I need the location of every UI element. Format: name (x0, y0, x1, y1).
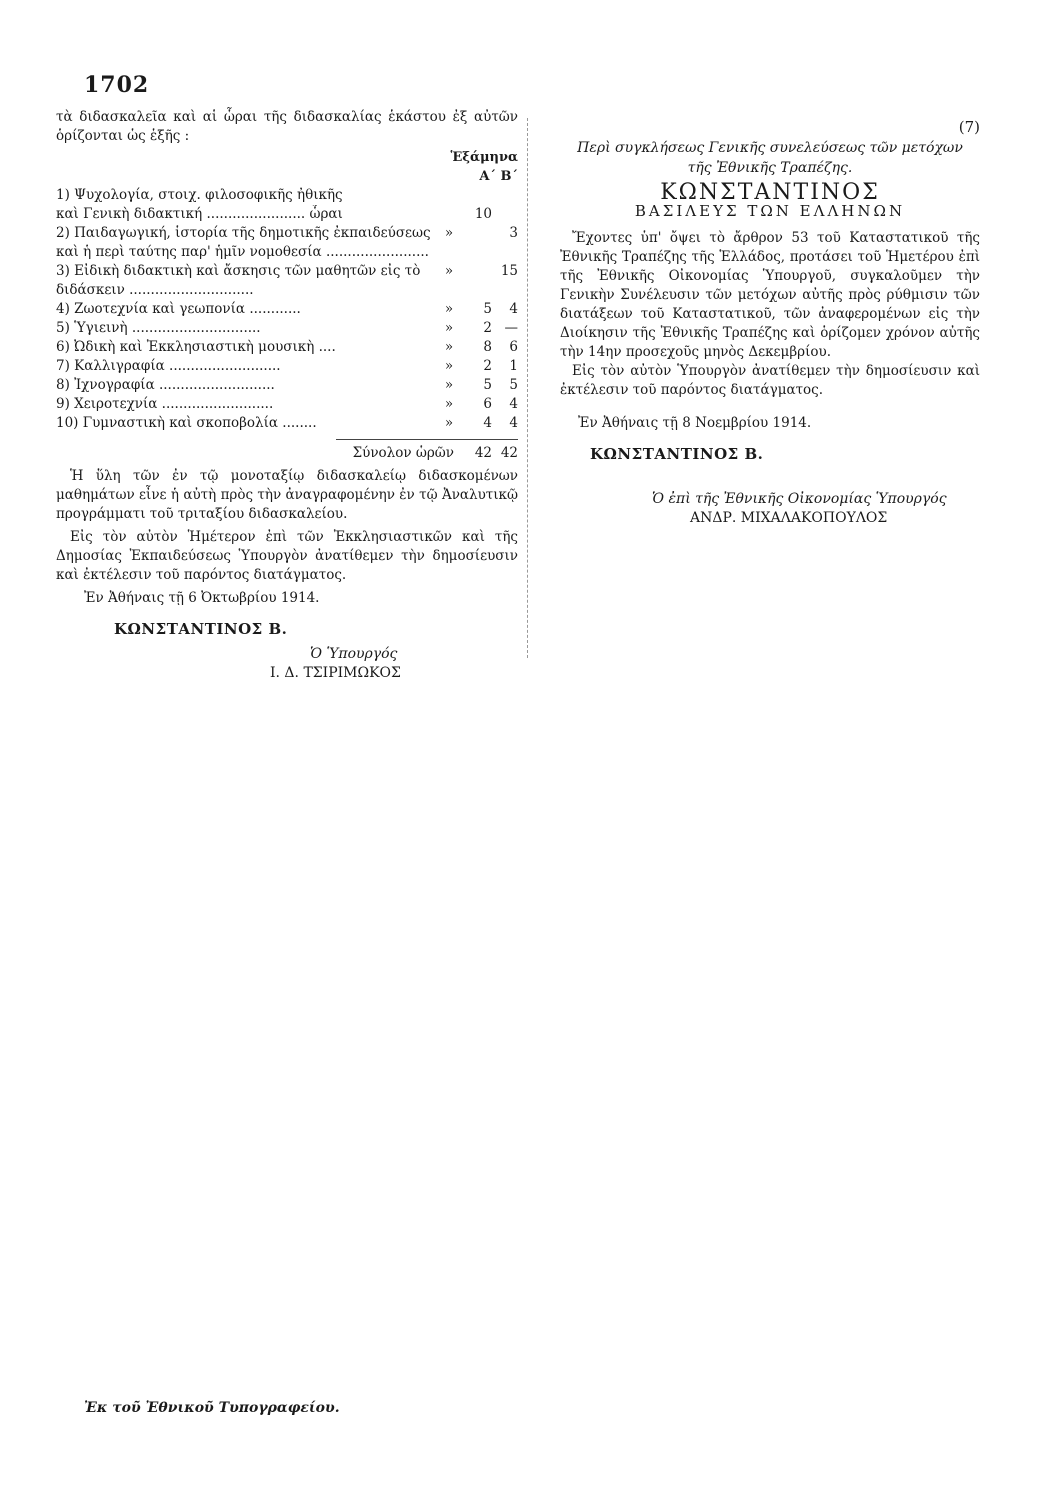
left-column (56, 108, 518, 683)
semester-header-label: Ἑξάμηνα (450, 150, 518, 165)
hours-sem2: 4 (509, 396, 518, 412)
right-king-signature: ΚΩΝΣΤΑΝΤΙΝΟΣ Β. (590, 445, 764, 463)
hours-sem2: 4 (509, 415, 518, 431)
subject-item (56, 262, 518, 300)
decree-subject-line1: Περὶ συγκλήσεως Γενικῆς συνελεύσεως τῶν μετόχων (577, 140, 963, 156)
subject-item (56, 224, 518, 262)
hours-sem1: 4 (483, 415, 492, 431)
left-king-signature: ΚΩΝΣΤΑΝΤΙΝΟΣ Β. (114, 620, 288, 638)
subject-item (56, 319, 518, 338)
king-title: ΒΑΣΙΛΕΥΣ ΤΩΝ ΕΛΛΗΝΩΝ (634, 202, 906, 220)
decree-subject-line2: τῆς Ἐθνικῆς Τραπέζης. (687, 160, 853, 176)
hours-sem2: 1 (509, 358, 518, 374)
hours-sem1: 10 (474, 206, 492, 222)
hours-sem2: 6 (509, 339, 518, 355)
right-paragraph-2: Εἰς τὸν αὐτὸν Ὑπουργὸν ἀνατίθεμεν τὴν δημοσίευσιν καὶ ἐκτέλεσιν τοῦ παρόντος διατάγματος. (560, 363, 980, 398)
hours-sem1: 5 (483, 377, 492, 393)
semester-header (56, 148, 518, 186)
subject-label: 2) Παιδαγωγική, ἱστορία τῆς δημοτικῆς ἐκπαιδεύσεως καὶ ἡ περὶ ταύτης παρ' ἡμῖν νομοθεσία ........................ (56, 225, 431, 260)
column-divider (527, 118, 528, 658)
hours-sem2: 4 (509, 301, 518, 317)
subject-label: 3) Εἰδικὴ διδακτικὴ καὶ ἄσκησις τῶν μαθητῶν εἰς τὸ διδάσκειν ............................. (56, 263, 421, 298)
subject-item (56, 338, 518, 357)
left-paragraph-2: Εἰς τὸν αὐτὸν Ἡμέτερον ἐπὶ τῶν Ἐκκλησιαστικῶν καὶ τῆς Δημοσίας Ἐκπαιδεύσεως Ὑπουργὸν ἀνατίθεμεν τὴν δημοσίευσιν καὶ ἐκτέλεσιν τοῦ παρόντος διατάγματος. (56, 529, 518, 583)
subject-label: 9) Χειροτεχνία .......................... (56, 396, 274, 412)
hours-sem1: 6 (483, 396, 492, 412)
right-minister-title: Ὁ ἐπὶ τῆς Ἐθνικῆς Οἰκονομίας Ὑπουργός (652, 491, 947, 507)
decree-number: (7) (958, 118, 980, 136)
ditto-mark: » (444, 358, 454, 374)
total-label: Σύνολον ὡρῶν (352, 445, 454, 461)
subject-item (56, 376, 518, 395)
subject-item (56, 395, 518, 414)
right-paragraph-1: Ἔχοντες ὑπ' ὄψει τὸ ἄρθρον 53 τοῦ Καταστατικοῦ τῆς Ἐθνικῆς Τραπέζης τῆς Ἑλλάδος, προτάσει τοῦ Ἡμετέρου ἐπὶ τῆς Ἐθνικῆς Οἰκονομίας Ὑπουργοῦ, συγκαλοῦμεν τὴν Γενικὴν Συνέλευσιν τῶν μετόχων αὐτῆς πρὸς ρύθμισιν τῶν διατάξεων τοῦ Καταστατικοῦ, τῶν ἀναφερομένων εἰς τὴν Διοίκησιν τῆς Ἐθνικῆς Τραπέζης καὶ ὁρίζομεν χρόνον αὐτῆς τὴν 14ην προσεχοῦς μηνὸς Δεκεμβρίου. (560, 230, 980, 360)
total-sem1: 42 (474, 445, 492, 461)
subject-label: 7) Καλλιγραφία .......................... (56, 358, 281, 374)
hours-sem2: 5 (509, 377, 518, 393)
subject-label: 4) Ζωοτεχνία καὶ γεωπονία ............ (56, 301, 301, 317)
ditto-mark: » (444, 225, 454, 241)
total-row (56, 444, 518, 463)
hours-sem2: 15 (500, 263, 518, 279)
left-paragraph-1: Ἡ ὕλη τῶν ἐν τῷ μονοταξίῳ διδασκαλείῳ διδασκομένων μαθημάτων εἶνε ἡ αὐτὴ πρὸς τὴν ἀναγραφομένην ἐν τῷ Ἀναλυτικῷ προγράμματι τοῦ τριταξίου διδασκαλείου. (56, 468, 518, 522)
right-minister-name: ΑΝΔΡ. ΜΙΧΑΛΑΚΟΠΟΥΛΟΣ (690, 510, 888, 526)
page-number: 1702 (84, 72, 150, 98)
intro-text: τὰ διδασκαλεῖα καὶ αἱ ὧραι τῆς διδασκαλίας ἑκάστου ἐξ αὐτῶν ὁρίζονται ὡς ἑξῆς : (56, 109, 518, 144)
hours-sem1: 2 (483, 320, 492, 336)
subject-label: 8) Ἰχνογραφία ........................... (56, 377, 275, 393)
subject-item (56, 300, 518, 319)
total-sem2: 42 (500, 445, 518, 461)
left-minister-name: Ι. Δ. ΤΣΙΡΙΜΩΚΟΣ (270, 665, 401, 681)
subject-label: 10) Γυμναστικὴ καὶ σκοποβολία ........ (56, 415, 317, 431)
subject-label-cont: καὶ Γενικὴ διδακτική ....................... ὧραι (56, 206, 343, 222)
right-column (560, 118, 980, 528)
left-minister-title: Ὁ Ὑπουργός (310, 646, 398, 662)
ditto-mark: » (444, 396, 454, 412)
king-heading: ΚΩΝΣΤΑΝΤΙΝΟΣ (660, 180, 880, 205)
subject-label: 6) Ὠδικὴ καὶ Ἐκκλησιαστικὴ μουσικὴ .... (56, 339, 336, 355)
ditto-mark: » (444, 263, 454, 279)
subject-item (56, 414, 518, 433)
hours-sem1: 2 (483, 358, 492, 374)
hours-sem1: 5 (483, 301, 492, 317)
ditto-mark: » (444, 301, 454, 317)
subject-item (56, 357, 518, 376)
subject-label: 1) Ψυχολογία, στοιχ. φιλοσοφικῆς ἠθικῆς (56, 187, 343, 203)
printer-imprint: Ἐκ τοῦ Ἐθνικοῦ Τυπογραφείου. (84, 1400, 340, 1416)
subject-label: 5) Ὑγιεινὴ .............................. (56, 320, 261, 336)
total-rule (336, 439, 518, 440)
right-date: Ἐν Ἀθήναις τῇ 8 Νοεμβρίου 1914. (578, 415, 812, 431)
left-date: Ἐν Ἀθήναις τῇ 6 Ὀκτωβρίου 1914. (84, 590, 320, 606)
semester-header-cols: Α΄ Β΄ (479, 169, 518, 184)
ditto-mark: » (444, 339, 454, 355)
hours-sem1: 8 (483, 339, 492, 355)
ditto-mark: » (444, 320, 454, 336)
ditto-mark: » (444, 377, 454, 393)
hours-sem2: — (504, 320, 518, 336)
hours-sem2: 3 (509, 225, 518, 241)
subject-item (56, 186, 518, 224)
ditto-mark: » (444, 415, 454, 431)
